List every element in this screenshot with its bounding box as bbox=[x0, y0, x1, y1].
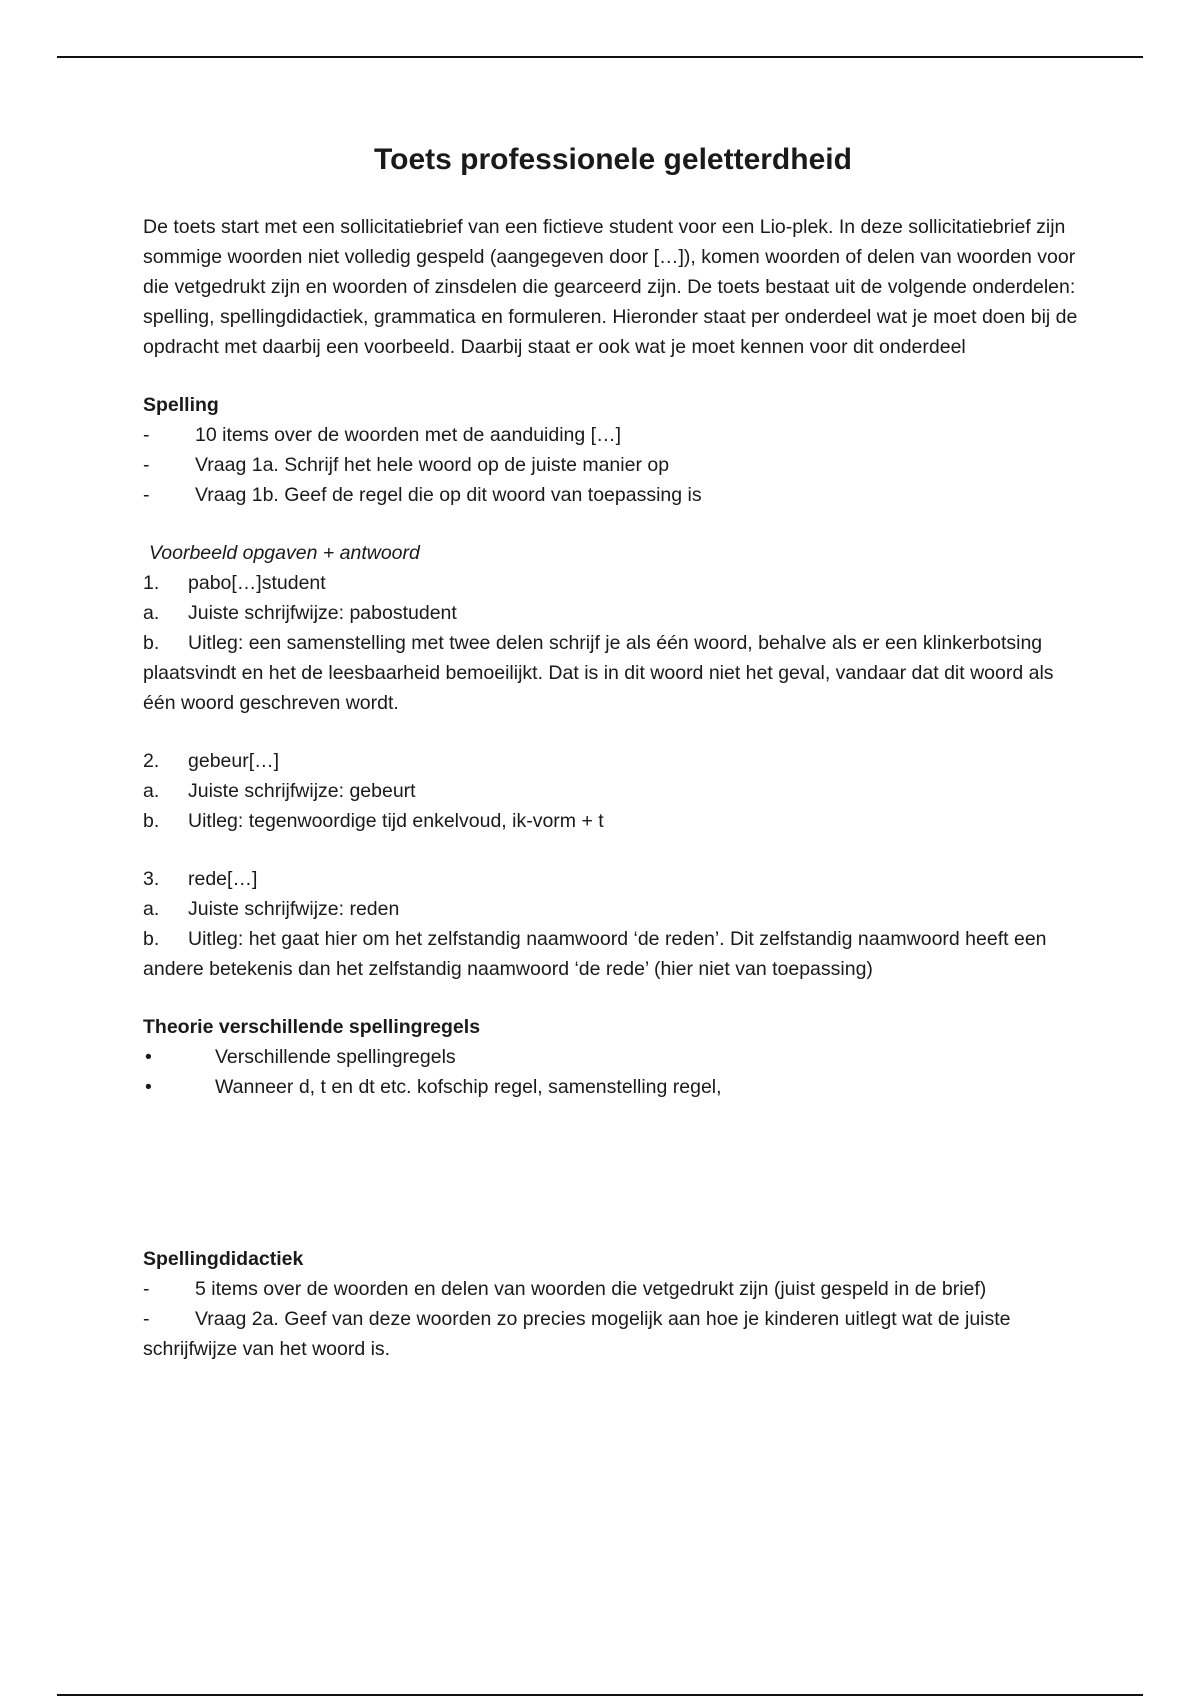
document-body bbox=[143, 140, 1083, 1364]
dash-marker: - bbox=[143, 424, 150, 446]
list-item-text: Wanneer d, t en dt etc. kofschip regel, samenstelling regel, bbox=[215, 1076, 722, 1098]
example-explanation bbox=[143, 806, 1083, 836]
number-marker: 2. bbox=[143, 750, 160, 772]
dash-marker: - bbox=[143, 454, 150, 476]
document-title: Toets professionele geletterdheid bbox=[374, 143, 852, 176]
letter-marker: a. bbox=[143, 780, 160, 802]
list-item bbox=[143, 1274, 1083, 1304]
list-item-text: 5 items over de woorden en delen van woorden die vetgedrukt zijn (juist gespeld in de brief) bbox=[195, 1278, 987, 1300]
example-answer bbox=[143, 776, 1083, 806]
list-item-text: Vraag 1b. Geef de regel die op dit woord van toepassing is bbox=[195, 484, 702, 506]
example-word bbox=[143, 746, 1083, 776]
didactics-heading: Spellingdidactiek bbox=[143, 1248, 304, 1270]
spelling-heading: Spelling bbox=[143, 394, 219, 416]
answer-text: Juiste schrijfwijze: reden bbox=[188, 898, 400, 920]
example-word-text: gebeur[…] bbox=[188, 750, 280, 772]
explanation-text: Uitleg: het gaat hier om het zelfstandig naamwoord ‘de reden’. Dit zelfstandig naamwoord heeft een andere betekenis dan het zelfstandig naamwoord ‘de rede’ (hier niet van toepassing) bbox=[143, 928, 1047, 980]
list-item bbox=[143, 1072, 1083, 1102]
dash-marker: - bbox=[143, 1278, 150, 1300]
number-marker: 1. bbox=[143, 572, 160, 594]
example-word bbox=[143, 864, 1083, 894]
letter-marker: a. bbox=[143, 898, 160, 920]
theory-heading: Theorie verschillende spellingregels bbox=[143, 1016, 481, 1038]
answer-text: Juiste schrijfwijze: gebeurt bbox=[188, 780, 416, 802]
letter-marker: b. bbox=[143, 632, 160, 654]
list-item bbox=[143, 1304, 1083, 1364]
example-word bbox=[143, 568, 1083, 598]
footer-rule bbox=[57, 1694, 1143, 1696]
example-answer bbox=[143, 894, 1083, 924]
example-word-text: rede[…] bbox=[188, 868, 258, 890]
example-word-text: pabo[…]student bbox=[188, 572, 326, 594]
example-heading: Voorbeeld opgaven + antwoord bbox=[149, 542, 420, 564]
example-explanation bbox=[143, 924, 1083, 984]
header-rule bbox=[57, 56, 1143, 58]
list-item-text: Vraag 1a. Schrijf het hele woord op de juiste manier op bbox=[195, 454, 670, 476]
explanation-text: Uitleg: een samenstelling met twee delen schrijf je als één woord, behalve als er een klinkerbotsing plaatsvindt en het de leesbaarheid bemoeilijkt. Dat is in dit woord niet het geval, vandaar dat dit woord als één woord geschreven wordt. bbox=[143, 632, 1054, 714]
answer-text: Juiste schrijfwijze: pabostudent bbox=[188, 602, 457, 624]
list-item-text: 10 items over de woorden met de aanduiding […] bbox=[195, 424, 622, 446]
intro-paragraph: De toets start met een sollicitatiebrief van een fictieve student voor een Lio-plek. In deze sollicitatiebrief zijn sommige woorden niet volledig gespeld (aangegeven door […]), komen woorden of delen van woorden voor die vetgedrukt zijn en woorden of zinsdelen die gearceerd zijn. De toets bestaat uit de volgende onderdelen: spelling, spellingdidactiek, grammatica en formuleren. Hieronder staat per onderdeel wat je moet doen bij de opdracht met daarbij een voorbeeld. Daarbij staat er ook wat je moet kennen voor dit onderdeel bbox=[143, 216, 1078, 358]
bullet-marker: • bbox=[145, 1046, 152, 1068]
list-item bbox=[143, 420, 1083, 450]
list-item-text: Verschillende spellingregels bbox=[215, 1046, 456, 1068]
explanation-text: Uitleg: tegenwoordige tijd enkelvoud, ik-vorm + t bbox=[188, 810, 604, 832]
bullet-marker: • bbox=[145, 1076, 152, 1098]
list-item bbox=[143, 480, 1083, 510]
list-item bbox=[143, 450, 1083, 480]
list-item bbox=[143, 1042, 1083, 1072]
letter-marker: b. bbox=[143, 928, 160, 950]
dash-marker: - bbox=[143, 484, 150, 506]
example-explanation bbox=[143, 628, 1083, 718]
example-answer bbox=[143, 598, 1083, 628]
list-item-text: Vraag 2a. Geef van deze woorden zo precies mogelijk aan hoe je kinderen uitlegt wat de juiste schrijfwijze van het woord is. bbox=[143, 1308, 1011, 1360]
letter-marker: b. bbox=[143, 810, 160, 832]
letter-marker: a. bbox=[143, 602, 160, 624]
number-marker: 3. bbox=[143, 868, 160, 890]
dash-marker: - bbox=[143, 1308, 150, 1330]
